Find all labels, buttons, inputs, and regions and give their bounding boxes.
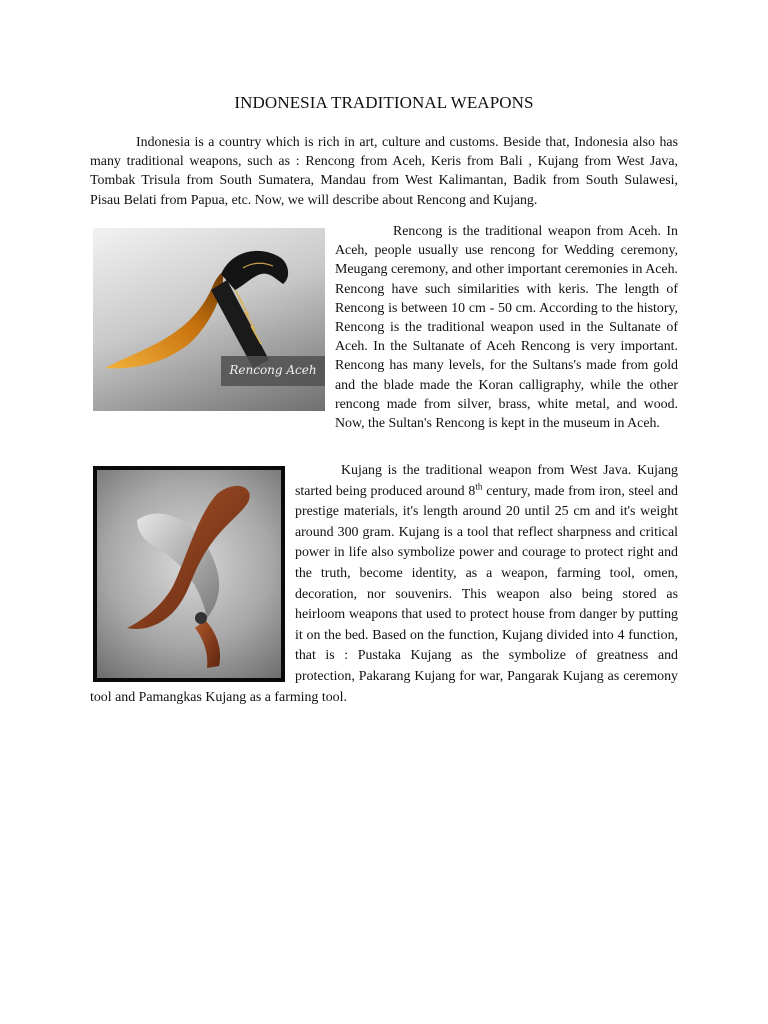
rencong-caption: Rencong Aceh <box>221 356 325 386</box>
intro-paragraph: Indonesia is a country which is rich in art, culture and customs. Beside that, Indonesia also has many traditional weapons, such as : Rencong from Aceh, Keris from Bali , Kujang from West Java, Tombak Trisula from South Sumatera, Mandau from West Kalimantan, Badik from South Sulawesi, Pisau Belati from Papua, etc. Now, we will describe about Rencong and Kujang. <box>90 135 678 208</box>
kujang-blade-icon <box>97 470 281 678</box>
superscript-th: th <box>475 480 483 491</box>
kujang-section <box>90 461 678 708</box>
rencong-image <box>93 228 325 411</box>
rencong-paragraph: Rencong is the traditional weapon from Aceh. In Aceh, people usually use rencong for Wedding ceremony, Meugang ceremony, and other important ceremonies in Aceh. Rencong have such similarities with keris. The length of Rencong is between 10 cm - 50 cm. According to the history, Rencong is the traditional weapon used in the Sultanate of Aceh. In the Sultanate of Aceh Rencong is very important. Rencong has many levels, for the Sultans's made from gold and the blade made the Koran calligraphy, while the other rencong made from silver, brass, white metal, and wood. Now, the Sultan's Rencong is kept in the museum in Aceh. <box>335 224 678 432</box>
rencong-section <box>90 222 678 433</box>
kujang-paragraph-start: Kujang is the traditional weapon from West Java. Kujang started being produced around 8 <box>295 463 678 499</box>
page-title: INDONESIA TRADITIONAL WEAPONS <box>234 93 534 112</box>
kujang-image <box>93 466 285 682</box>
kujang-paragraph-rest: century, made from iron, steel and prestige materials, it's length around 20 until 25 cm and it's weight around 300 gram. Kujang is a tool that reflect sharpness and critical power in life also symbolize power and courage to protect right and the truth, become identity, as a weapon, farming tool, omen, decoration, nor souvenirs. This weapon also being stored as heirloom weapons that used to protect house from danger by putting it on the bed. Based on the function, Kujang divided into 4 function, that is : Pustaka Kujang as the symbolize of greatness and protection, Pakarang Kujang for war, Pangarak Kujang as ceremony tool and Pamangkas Kujang as a farming tool. <box>90 483 679 705</box>
